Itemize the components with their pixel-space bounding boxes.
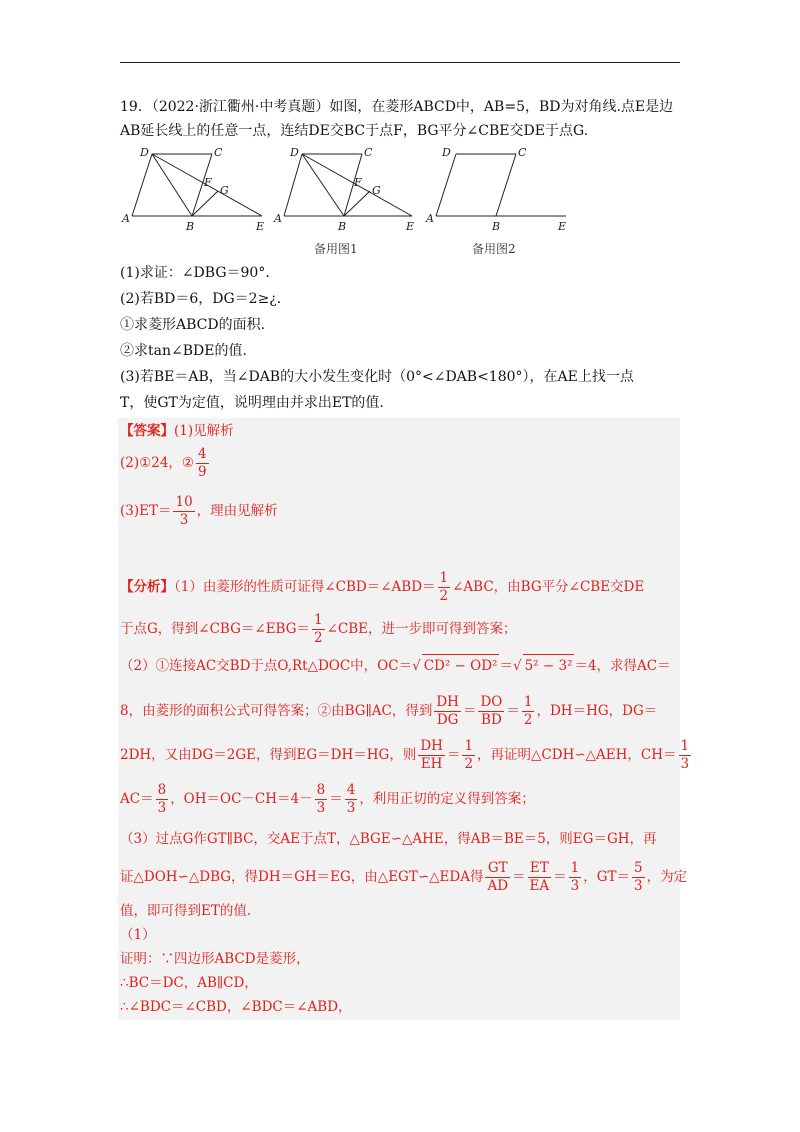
part-2-sub-1: ①求菱形ABCD的面积. <box>120 317 266 333</box>
figure-3 <box>436 154 566 216</box>
fraction: $\frac{ET}{EA}$ <box>529 860 550 894</box>
answer-line-2: (2)①24，② $\frac{4}{9}$ <box>120 446 207 480</box>
proof-part-label: （1） <box>120 927 156 943</box>
svg-text:E: E <box>406 220 415 233</box>
header-rule <box>120 62 680 63</box>
svg-text:F: F <box>354 176 362 189</box>
fraction: $\frac{DH}{DG}$ <box>436 694 459 728</box>
svg-text:F: F <box>204 176 212 189</box>
svg-text:D: D <box>442 146 451 159</box>
answer-tag: 【答案】 <box>120 423 174 439</box>
part-2: (2)若BD＝6，DG＝2≥¿. <box>120 291 282 307</box>
svg-text:D: D <box>140 146 149 159</box>
svg-text:D: D <box>290 146 299 159</box>
svg-text:E: E <box>256 220 265 233</box>
figure-group <box>120 144 590 262</box>
fraction: $\frac{1}{3}$ <box>680 738 690 772</box>
proof-line-2: ∴BC＝DC，AB∥CD， <box>120 975 258 991</box>
figure-2-labels <box>273 146 414 233</box>
question-line-2: AB延长线上的任意一点，连结DE交BC于点F，BG平分∠CBE交DE于点G. <box>120 123 589 139</box>
analysis-tag: 【分析】 <box>120 579 174 595</box>
svg-text:A: A <box>122 212 130 225</box>
fraction: $\frac{1}{2}$ <box>464 738 474 772</box>
fraction: $\frac{1}{2}$ <box>523 694 533 728</box>
figure-caption-1: 备用图1 <box>314 242 358 256</box>
fraction: $\frac{5}{3}$ <box>634 860 643 894</box>
analysis-line-7: （3）过点G作GT∥BC，交AE于点T，△BGE∽△AHE，得AB＝BE＝5，则EG＝GH，再 <box>120 831 657 847</box>
part-1: (1)求证：∠DBG＝90°. <box>120 265 270 281</box>
fraction: $\frac{10}{3}$ <box>175 494 193 528</box>
fraction: $\frac{1}{3}$ <box>570 860 580 894</box>
fraction: $\frac{4}{9}$ <box>198 446 207 480</box>
part-3-line-1: (3)若BE＝AB，当∠DAB的大小发生变化时（0°<∠DAB<180°），在AE上找一点 <box>120 369 634 385</box>
fraction: $\frac{DO}{BD}$ <box>480 694 503 728</box>
svg-text:G: G <box>372 184 381 197</box>
analysis-line-2: 于点G，得到∠CBG＝∠EBG＝ $\frac{1}{2}$ ∠CBE，进一步即可得到答案； <box>120 612 517 646</box>
analysis-line-5: 2DH，又由DG＝2GE，得到EG＝DH＝HG，则 $\frac{DH}{EH}$ ＝ $\frac{1}{2}$ ，再证明△CDH∽△AEH，CH＝ $\frac{1}{3}$ <box>120 738 690 772</box>
figure-3-labels <box>425 146 566 233</box>
proof-line-1: 证明：∵四边形ABCD是菱形， <box>120 951 310 967</box>
fraction: $\frac{1}{2}$ <box>314 612 323 646</box>
analysis-line-8: 证△DOH∽△DBG，得DH＝GH＝EG，由△EGT∽△EDA得 $\frac{GT}{AD}$ ＝ $\frac{ET}{EA}$ ＝ $\frac{1}{3}$ ，GT＝ $\frac{5}{3}$ ，为定 <box>120 860 688 894</box>
svg-text:C: C <box>364 146 373 159</box>
svg-text:E: E <box>558 220 567 233</box>
part-2-sub-2: ②求tan∠BDE的值. <box>120 343 247 359</box>
figure-2 <box>284 154 412 216</box>
fraction: $\frac{4}{3}$ <box>346 782 356 816</box>
svg-text:C: C <box>518 146 527 159</box>
fraction: $\frac{8}{3}$ <box>316 782 326 816</box>
svg-text:B: B <box>492 220 501 233</box>
fraction: $\frac{1}{2}$ <box>439 570 449 604</box>
analysis-line-6: AC＝ $\frac{8}{3}$ ，OH＝OC－CH＝4－ $\frac{8}{3}$ ＝ $\frac{4}{3}$ ，利用正切的定义得到答案； <box>120 782 535 816</box>
analysis-line-4: 8，由菱形的面积公式可得答案；②由BG∥AC，得到 $\frac{DH}{DG}$ ＝ $\frac{DO}{BD}$ ＝ $\frac{1}{2}$ ，DH＝HG，DG＝ <box>120 694 658 728</box>
analysis-line-1: 【分析】（1）由菱形的性质可证得∠CBD＝∠ABD＝ $\frac{1}{2}$ ∠ABC，由BG平分∠CBE交DE <box>120 570 645 604</box>
analysis-line-9: 值，即可得到ET的值. <box>120 903 252 919</box>
question-line-1: 19．（2022·浙江衢州·中考真题）如图，在菱形ABCD中，AB=5，BD为对角线.点E是边 <box>120 99 674 115</box>
figure-1 <box>132 154 262 216</box>
answer-line-1 <box>120 420 234 442</box>
svg-text:A: A <box>274 212 282 225</box>
fraction: $\frac{DH}{EH}$ <box>420 738 443 772</box>
svg-text:G: G <box>220 184 229 197</box>
answer-line-3: (3)ET＝ $\frac{10}{3}$ ，理由见解析 <box>120 494 278 528</box>
svg-text:C: C <box>214 146 223 159</box>
analysis-line-3: （2）①连接AC交BD于点O,Rt△DOC中，OC＝√ CD² − OD² ＝√ 5² − 3² ＝4，求得AC＝ <box>120 654 671 677</box>
fraction: $\frac{8}{3}$ <box>157 782 167 816</box>
proof-line-3: ∴∠BDC＝∠CBD，∠BDC＝∠ABD， <box>120 999 352 1015</box>
figure-1-labels <box>121 146 264 233</box>
answer-1: (1)见解析 <box>174 423 234 439</box>
figure-caption-2: 备用图2 <box>472 242 516 256</box>
svg-text:A: A <box>426 212 434 225</box>
fraction: $\frac{GT}{AD}$ <box>487 860 509 894</box>
part-3-line-2: T，使GT为定值，说明理由并求出ET的值. <box>120 395 384 411</box>
svg-text:B: B <box>186 220 195 233</box>
svg-text:B: B <box>338 220 347 233</box>
